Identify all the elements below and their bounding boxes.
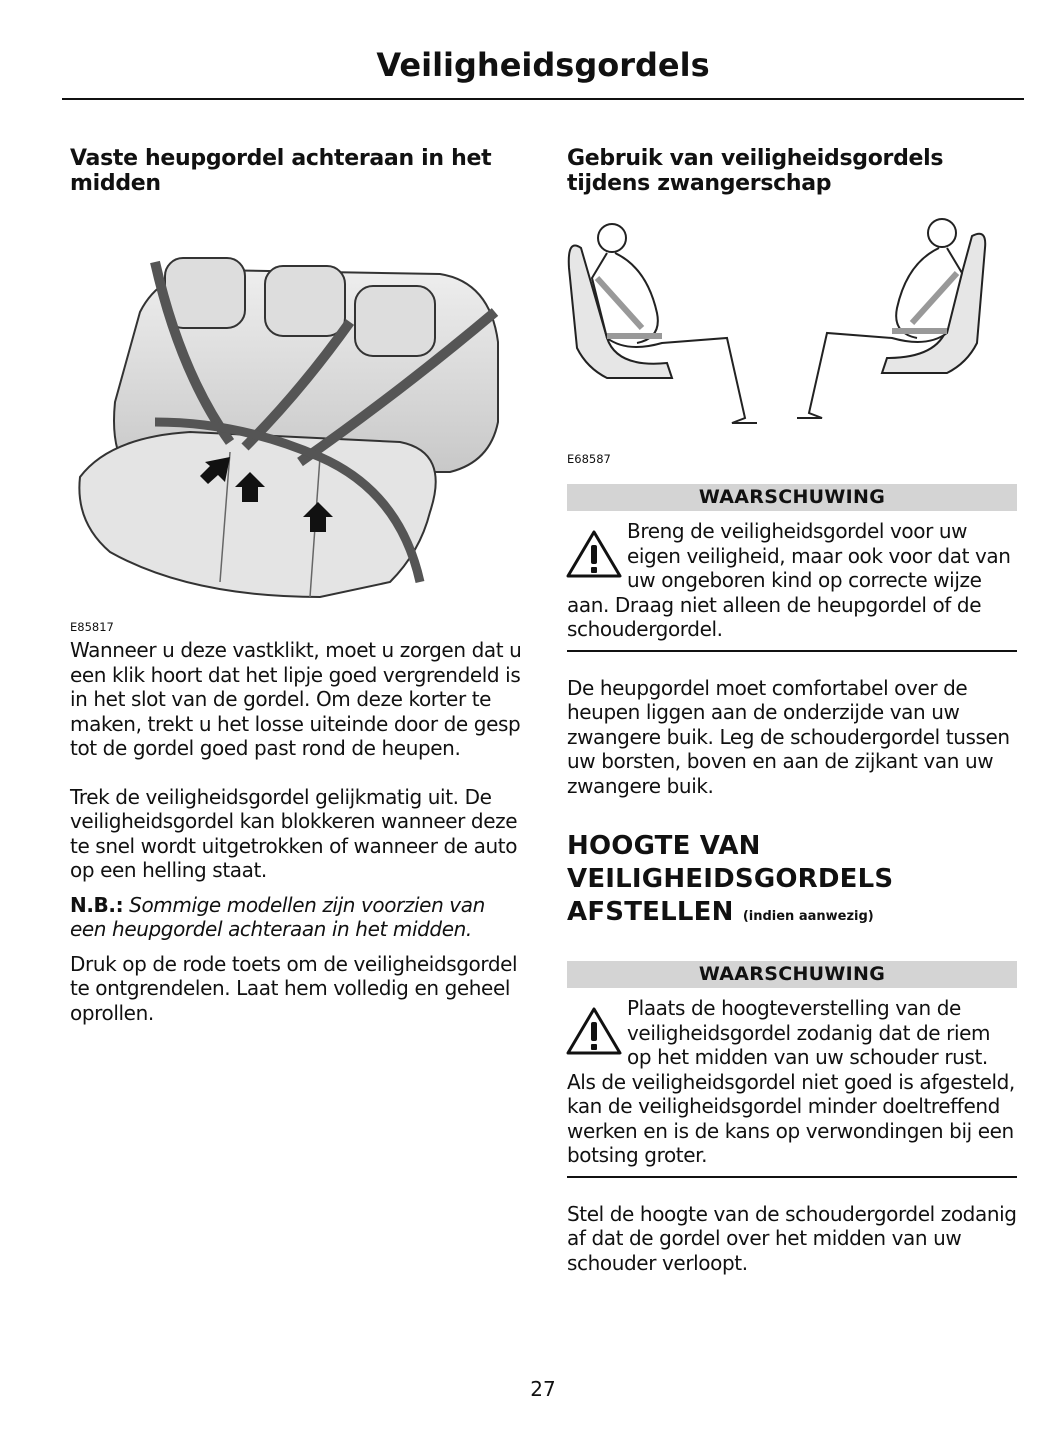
warning-1-label: WAARSCHUWING — [567, 484, 1017, 511]
left-para-1: Wanneer u deze vastklikt, moet u zorgen dat u een klik hoort dat het lipje goed vergrendeld is in het slot van de gordel. Om deze korter te maken, trekt u het losse uiteinde door de gesp tot de gordel goed past rond de heupen. — [70, 638, 522, 760]
right-heading: Gebruik van veiligheidsgordels tijdens zwangerschap — [567, 146, 944, 196]
left-para-3: Druk op de rode toets om de veiligheidsgordel te ontgrendelen. Laat hem volledig en geheel oprollen. — [70, 951, 518, 1025]
warning-triangle-icon — [565, 529, 623, 579]
right-figure-code: E68587 — [567, 452, 611, 466]
warning-triangle-icon — [565, 1006, 623, 1056]
left-note — [70, 893, 522, 942]
warning-2-divider — [567, 1176, 1017, 1178]
left-column — [70, 146, 522, 1025]
pregnant-driver-icon — [567, 218, 987, 448]
section-title-text: HOOGTE VAN VEILIGHEIDSGORDELS AFSTELLEN — [567, 831, 894, 927]
section-title — [567, 830, 1017, 933]
page-title: Veiligheidsgordels — [376, 46, 710, 84]
note-label: N.B.: — [70, 892, 124, 917]
warning-2 — [567, 996, 1017, 1168]
warning-1-divider — [567, 650, 1017, 652]
warning-1 — [567, 519, 1017, 642]
warning-2-text: Plaats de hoogteverstelling van de veiligheidsgordel zodanig dat de riem op het midden van uw schouder rust. Als de veiligheidsgordel niet goed is afgesteld, kan de veiligheidsgordel minder doeltreffend werken en is de kans op verwondingen bij een botsing groter. — [567, 996, 1015, 1167]
right-para-2: Stel de hoogte van de schoudergordel zodanig af dat de gordel over het midden van uw schouder verloopt. — [567, 1201, 1017, 1275]
left-para-2: Trek de veiligheidsgordel gelijkmatig uit. De veiligheidsgordel kan blokkeren wanneer deze te snel wordt uitgetrokken of wanneer de auto op een helling staat. — [70, 784, 518, 882]
left-figure-code: E85817 — [70, 620, 114, 634]
right-para-1: De heupgordel moet comfortabel over de heupen liggen aan de onderzijde van uw zwangere buik. Leg de schoudergordel tussen uw borsten, boven en aan de zijkant van uw zwangere buik. — [567, 675, 1010, 798]
warning-1-text: Breng de veiligheidsgordel voor uw eigen veiligheid, maar ook voor dat van uw ongeboren kind op correcte wijze aan. Draag niet alleen de heupgordel of de schoudergordel. — [567, 519, 1011, 641]
right-column — [567, 146, 1017, 1275]
left-heading: Vaste heupgordel achteraan in het midden — [70, 146, 492, 196]
section-title-note: (indien aanwezig) — [742, 909, 874, 924]
rear-seat-belt-icon — [70, 252, 500, 622]
rear-seat-figure — [70, 252, 500, 622]
warning-2-label: WAARSCHUWING — [567, 961, 1017, 988]
note-text: Sommige modellen zijn voorzien van een heupgordel achteraan in het midden. — [70, 892, 485, 941]
pregnancy-figure — [567, 218, 987, 448]
page-number: 27 — [530, 1377, 556, 1401]
title-divider — [62, 98, 1024, 100]
